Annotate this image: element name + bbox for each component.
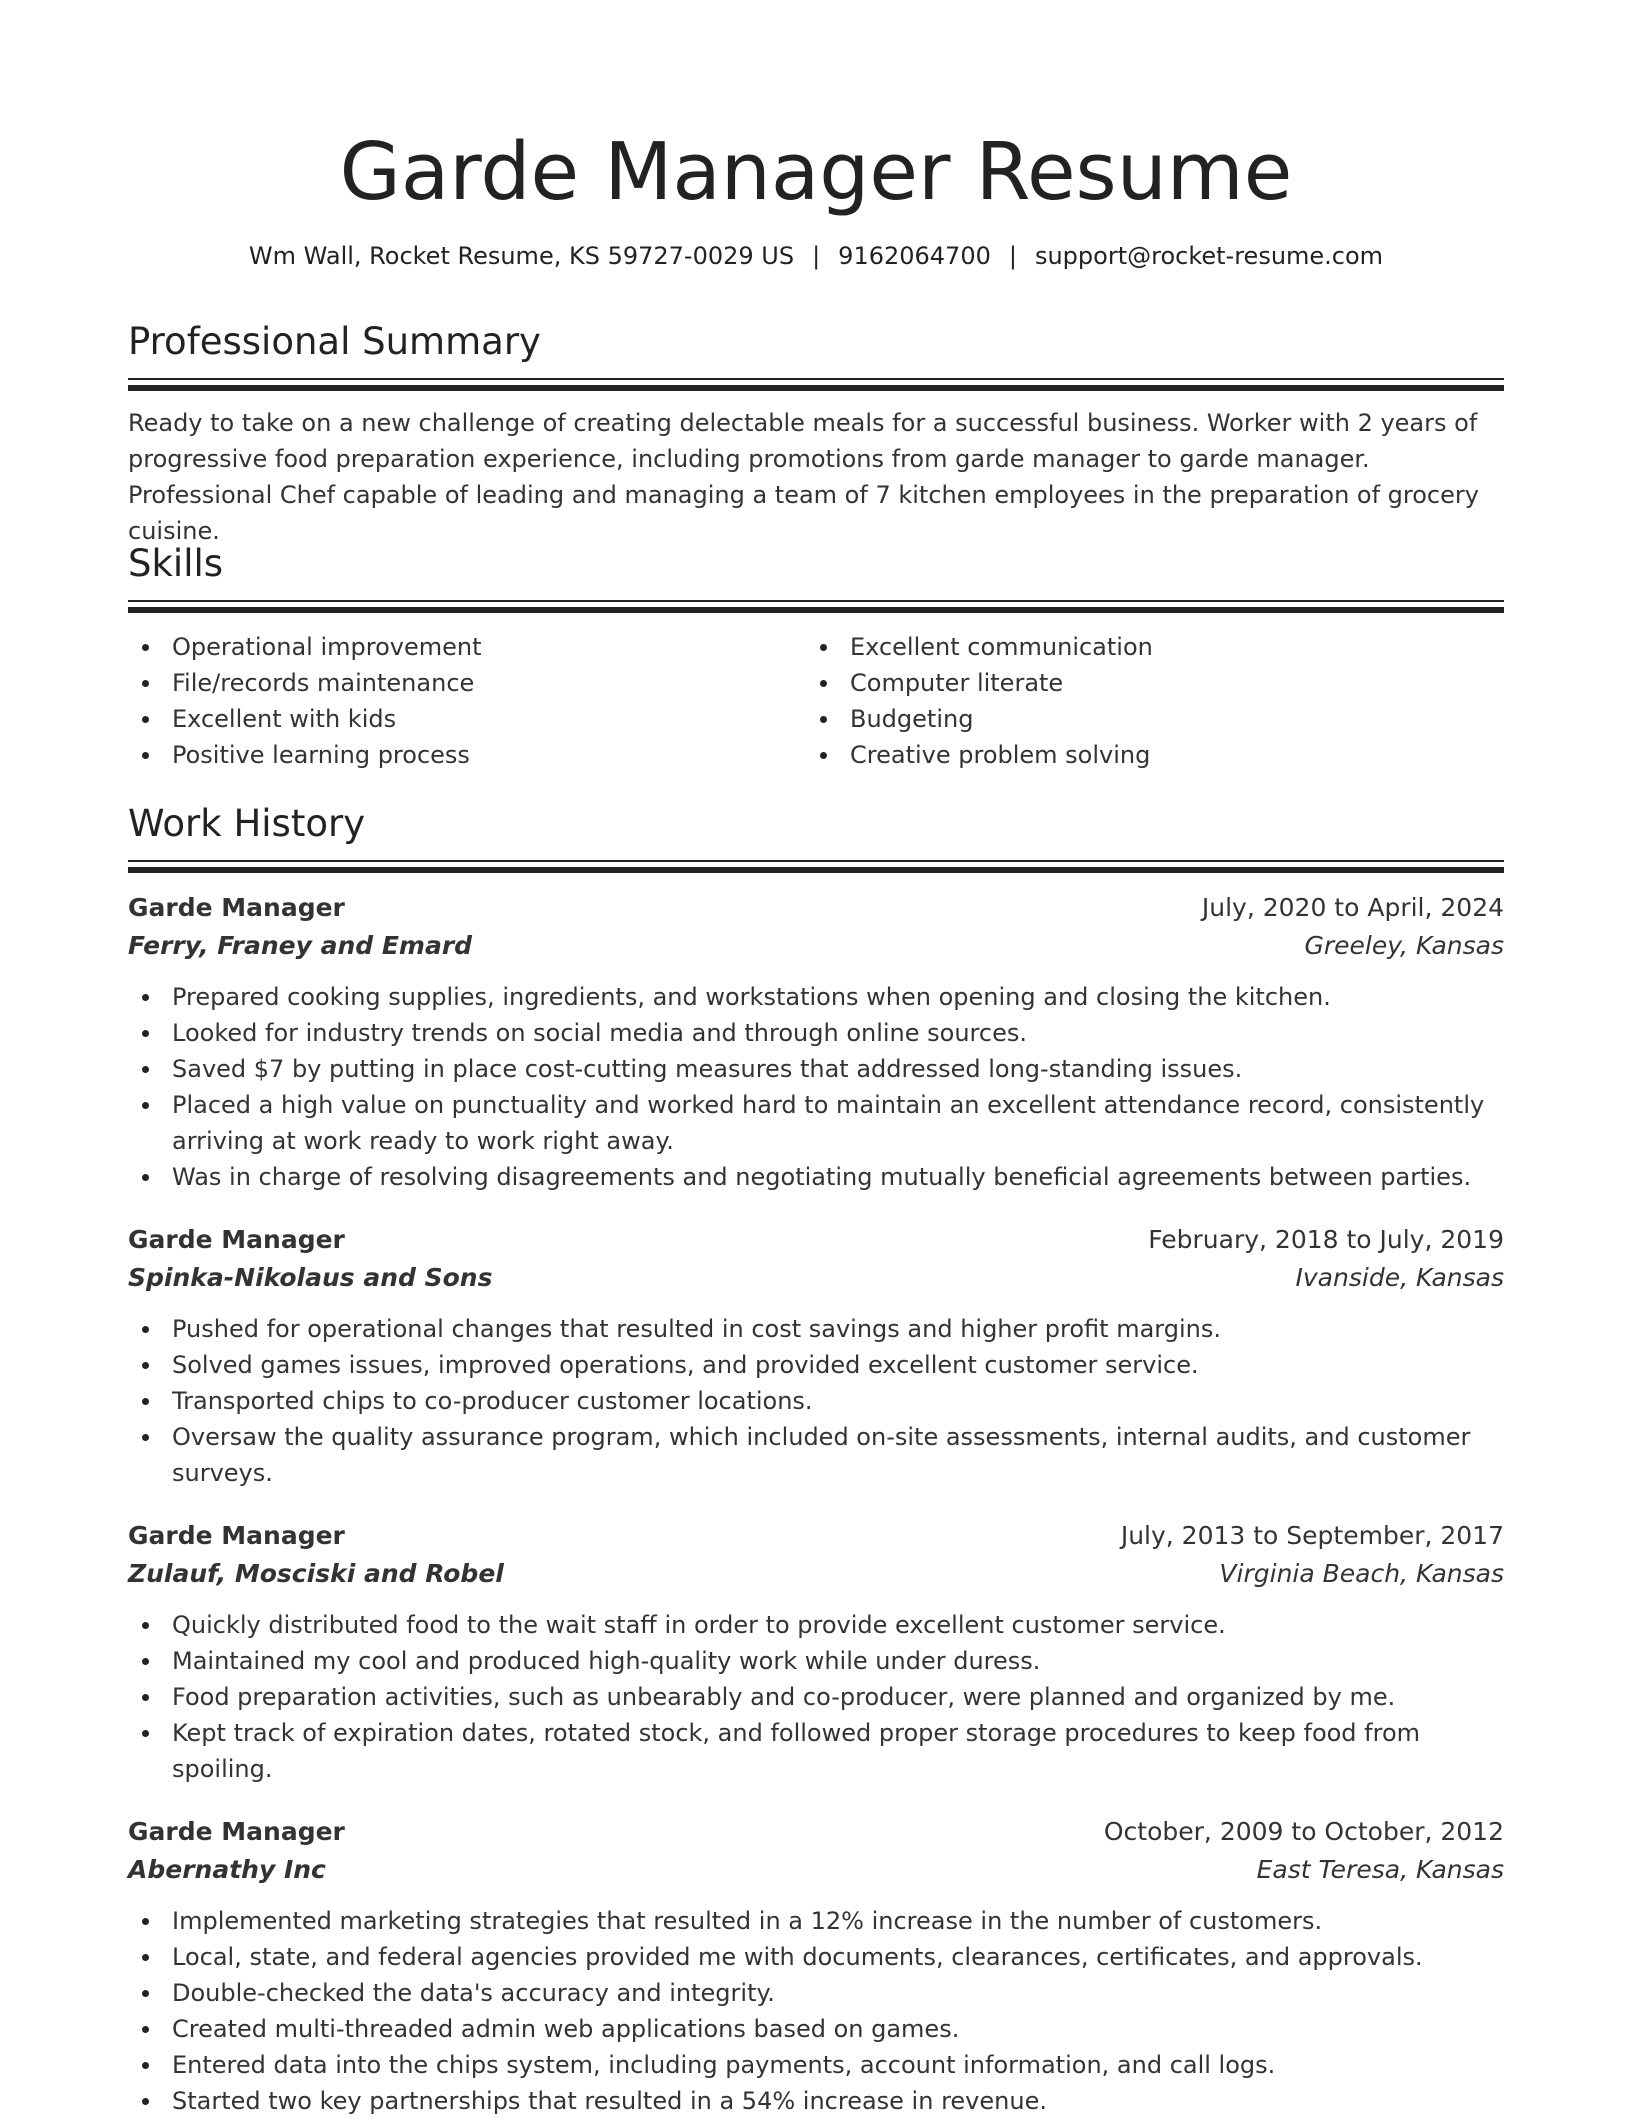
list-item: Entered data into the chips system, including payments, account information, and call logs. bbox=[128, 2047, 1504, 2083]
contact-separator: | bbox=[1008, 242, 1017, 270]
skill-item: Positive learning process bbox=[128, 737, 806, 773]
section-divider bbox=[128, 600, 1504, 613]
list-item: Local, state, and federal agencies provided me with documents, clearances, certificates, and approvals. bbox=[128, 1939, 1504, 1975]
list-item: Quickly distributed food to the wait staff in order to provide excellent customer service. bbox=[128, 1607, 1504, 1643]
section-heading-summary: Professional Summary bbox=[128, 320, 541, 363]
list-item: Food preparation activities, such as unbearably and co-producer, were planned and organized by me. bbox=[128, 1679, 1504, 1715]
list-item: Kept track of expiration dates, rotated stock, and followed proper storage procedures to keep food from spoiling. bbox=[128, 1715, 1504, 1787]
job-header-row bbox=[128, 1813, 1504, 1851]
job-company-row bbox=[128, 1259, 1504, 1297]
section-heading-skills: Skills bbox=[128, 542, 224, 585]
job-header-row bbox=[128, 1221, 1504, 1259]
job-title: Garde Manager bbox=[128, 1521, 345, 1550]
job-company: Ferry, Franey and Emard bbox=[128, 931, 473, 960]
job-entry bbox=[128, 889, 1504, 1195]
job-dates: February, 2018 to July, 2019 bbox=[1148, 1225, 1504, 1254]
job-dates: October, 2009 to October, 2012 bbox=[1103, 1817, 1504, 1846]
job-company: Spinka-Nikolaus and Sons bbox=[128, 1263, 493, 1292]
job-company-row bbox=[128, 1851, 1504, 1889]
skill-item: Operational improvement bbox=[128, 629, 806, 665]
list-item: Prepared cooking supplies, ingredients, and workstations when opening and closing the kitchen. bbox=[128, 979, 1504, 1015]
job-header-row bbox=[128, 889, 1504, 927]
job-header-row bbox=[128, 1517, 1504, 1555]
resume-title: Garde Manager Resume bbox=[339, 126, 1293, 218]
job-bullets bbox=[128, 1311, 1504, 1491]
job-location: Virginia Beach, Kansas bbox=[1219, 1559, 1504, 1588]
job-bullets bbox=[128, 1607, 1504, 1787]
section-heading-work-history: Work History bbox=[128, 802, 366, 845]
skills-section bbox=[128, 540, 1504, 773]
job-bullets bbox=[128, 1903, 1504, 2119]
list-item: Implemented marketing strategies that resulted in a 12% increase in the number of customers. bbox=[128, 1903, 1504, 1939]
skill-item: Excellent communication bbox=[806, 629, 1484, 665]
job-company: Abernathy Inc bbox=[128, 1855, 326, 1884]
job-title: Garde Manager bbox=[128, 1225, 345, 1254]
section-divider bbox=[128, 378, 1504, 391]
job-location: East Teresa, Kansas bbox=[1256, 1855, 1504, 1884]
list-item: Solved games issues, improved operations, and provided excellent customer service. bbox=[128, 1347, 1504, 1383]
job-location: Ivanside, Kansas bbox=[1295, 1263, 1504, 1292]
work-history-section bbox=[128, 800, 1504, 2119]
list-item: Saved $7 by putting in place cost-cutting measures that addressed long-standing issues. bbox=[128, 1051, 1504, 1087]
job-dates: July, 2020 to April, 2024 bbox=[1201, 893, 1504, 922]
job-bullets bbox=[128, 979, 1504, 1195]
section-divider bbox=[128, 860, 1504, 873]
job-company-row bbox=[128, 1555, 1504, 1593]
contact-address: Wm Wall, Rocket Resume, KS 59727-0029 US bbox=[248, 242, 795, 270]
skills-columns bbox=[128, 629, 1504, 773]
contact-separator: | bbox=[812, 242, 821, 270]
job-title: Garde Manager bbox=[128, 893, 345, 922]
list-item: Placed a high value on punctuality and worked hard to maintain an excellent attendance record, consistently arriving at work ready to work right away. bbox=[128, 1087, 1504, 1159]
job-entry bbox=[128, 1813, 1504, 2119]
list-item: Started two key partnerships that resulted in a 54% increase in revenue. bbox=[128, 2083, 1504, 2119]
skills-right-column bbox=[806, 629, 1484, 773]
summary-section bbox=[128, 318, 1504, 549]
skill-item: Budgeting bbox=[806, 701, 1484, 737]
job-entry bbox=[128, 1517, 1504, 1787]
contact-phone: 9162064700 bbox=[838, 242, 991, 270]
job-entry bbox=[128, 1221, 1504, 1491]
job-company: Zulauf, Mosciski and Robel bbox=[128, 1559, 504, 1588]
list-item: Double-checked the data's accuracy and integrity. bbox=[128, 1975, 1504, 2011]
contact-email: support@rocket-resume.com bbox=[1034, 242, 1384, 270]
skills-left-column bbox=[128, 629, 806, 773]
skill-item: Computer literate bbox=[806, 665, 1484, 701]
list-item: Oversaw the quality assurance program, which included on-site assessments, internal audits, and customer surveys. bbox=[128, 1419, 1504, 1491]
list-item: Created multi-threaded admin web applications based on games. bbox=[128, 2011, 1504, 2047]
list-item: Was in charge of resolving disagreements and negotiating mutually beneficial agreements between parties. bbox=[128, 1159, 1504, 1195]
skill-item: Creative problem solving bbox=[806, 737, 1484, 773]
skill-item: Excellent with kids bbox=[128, 701, 806, 737]
list-item: Pushed for operational changes that resulted in cost savings and higher profit margins. bbox=[128, 1311, 1504, 1347]
list-item: Looked for industry trends on social media and through online sources. bbox=[128, 1015, 1504, 1051]
job-company-row bbox=[128, 927, 1504, 965]
list-item: Transported chips to co-producer customer locations. bbox=[128, 1383, 1504, 1419]
contact-line bbox=[128, 238, 1504, 274]
job-location: Greeley, Kansas bbox=[1304, 931, 1504, 960]
job-dates: July, 2013 to September, 2017 bbox=[1120, 1521, 1504, 1550]
list-item: Maintained my cool and produced high-quality work while under duress. bbox=[128, 1643, 1504, 1679]
skill-item: File/records maintenance bbox=[128, 665, 806, 701]
job-title: Garde Manager bbox=[128, 1817, 345, 1846]
summary-text: Ready to take on a new challenge of creating delectable meals for a successful business. Worker with 2 years of progressive food preparation experience, including promotions from garde manager to garde manager. Professional Chef capable of leading and managing a team of 7 kitchen employees in the preparation of grocery cuisine. bbox=[128, 409, 1479, 545]
